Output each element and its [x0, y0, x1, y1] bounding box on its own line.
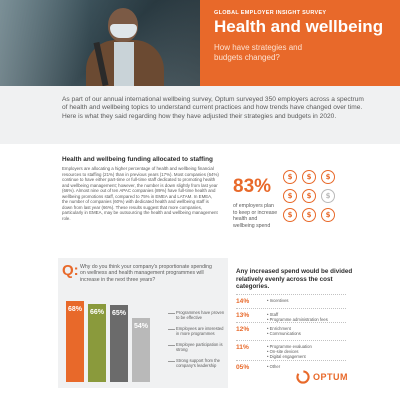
cost-category: • Staff	[267, 312, 278, 317]
hero-kicker: GLOBAL EMPLOYER INSIGHT SURVEY	[214, 10, 327, 16]
bar-value-label: 68%	[67, 306, 82, 314]
dollar-coin-icon: $	[321, 208, 335, 222]
stat-value: 83%	[233, 176, 272, 197]
chart-bar	[66, 301, 84, 382]
legend-leader-line	[168, 361, 175, 362]
hero-banner	[200, 0, 400, 86]
cost-row	[236, 322, 346, 336]
legend-leader-line	[168, 329, 175, 330]
dollar-coin-icon: $	[302, 189, 316, 203]
hero-subtitle: How have strategies and budgets changed?	[214, 43, 303, 62]
dollar-coin-icon: $	[283, 208, 297, 222]
legend-label: Employees are interested in more programmes	[176, 326, 224, 336]
cost-percent: 14%	[236, 298, 250, 305]
optum-logo	[296, 370, 348, 384]
logo-word: OPTUM	[313, 372, 348, 382]
chart-bar	[88, 304, 106, 382]
bar-value-label: 54%	[133, 322, 148, 330]
optum-swirl-icon	[296, 370, 310, 384]
legend-label: Strong support from the company's leadership	[176, 358, 220, 368]
chart-bar	[132, 318, 150, 382]
cost-category: • Enrichment	[267, 326, 291, 331]
legend-label: Employee participation is strong	[176, 342, 223, 352]
chart-bar	[110, 305, 128, 382]
dollar-coin-icon: $	[321, 170, 335, 184]
page-title: Health and wellbeing	[214, 17, 384, 36]
hero-photo	[0, 0, 200, 86]
legend-label: Programmes have proven to be effective	[176, 310, 225, 320]
cost-row	[236, 294, 346, 308]
dollar-coin-icon: $	[321, 189, 335, 203]
legend-leader-line	[168, 345, 175, 346]
bar-value-label: 65%	[111, 309, 126, 317]
cost-category: • Communications	[267, 331, 301, 336]
bar-value-label: 66%	[89, 308, 104, 316]
cost-title: Any increased spend would be divided relatively evenly across the cost categories.	[236, 268, 353, 291]
cost-category: • Programme administration fees	[267, 317, 328, 322]
cost-percent: 13%	[236, 312, 250, 319]
dollar-coin-icon: $	[302, 170, 316, 184]
cost-category: • Digital engagement	[267, 354, 306, 359]
funding-title: Health and wellbeing funding allocated to staffing	[62, 156, 213, 163]
coin-grid	[283, 170, 337, 222]
legend-leader-line	[168, 313, 175, 314]
dollar-coin-icon: $	[302, 208, 316, 222]
cost-category: • Programme evaluation	[267, 344, 312, 349]
question-mark: Q:	[62, 262, 79, 279]
face-mask-icon	[110, 24, 137, 38]
question-text: Why do you think your company's proportionate spending on wellness and health management programmes will increase in the next three years?	[80, 264, 212, 283]
dollar-coin-icon: $	[283, 189, 297, 203]
cost-row	[236, 308, 346, 322]
cost-percent: 05%	[236, 364, 250, 371]
dollar-coin-icon: $	[283, 170, 297, 184]
stat-text: of employers plan to keep or increase health and wellbeing spend	[233, 203, 278, 229]
funding-body: Employers are allocating a higher percentage of health and wellbeing financial resources to staffing (21%) than in previous years (17%). Most companies (64%) continue to have either part-time or full-time staff dedicated to promoting health and wellbeing management; however, the number is down slightly from last year (66%). Almost nine out of ten APAC companies (89%) have full-time health and wellbeing promotions staff, compared to 75% in EMEA and LATAM. In EMEA, the number of companies (60%) with dedicated health and wellbeing staff is down from last year (66%). These results suggest that more companies, particularly in EMEA, may be outsourcing the health and wellbeing management role.	[62, 166, 219, 221]
cost-category: • Other	[267, 364, 280, 369]
cost-category: • On-site devices	[267, 349, 299, 354]
cost-percent: 12%	[236, 326, 250, 333]
cost-category: • Incentives	[267, 298, 289, 303]
intro-text: As part of our annual international wellbeing survey, Optum surveyed 350 employers across a spectrum of health and wellbeing topics to understand current practices and how trends have changed over time. Here is what they said regarding how they have adjusted their strategies and budgets in 2020.	[62, 96, 364, 120]
intro-band	[0, 86, 400, 144]
cost-percent: 11%	[236, 344, 249, 351]
cost-row	[236, 340, 346, 359]
